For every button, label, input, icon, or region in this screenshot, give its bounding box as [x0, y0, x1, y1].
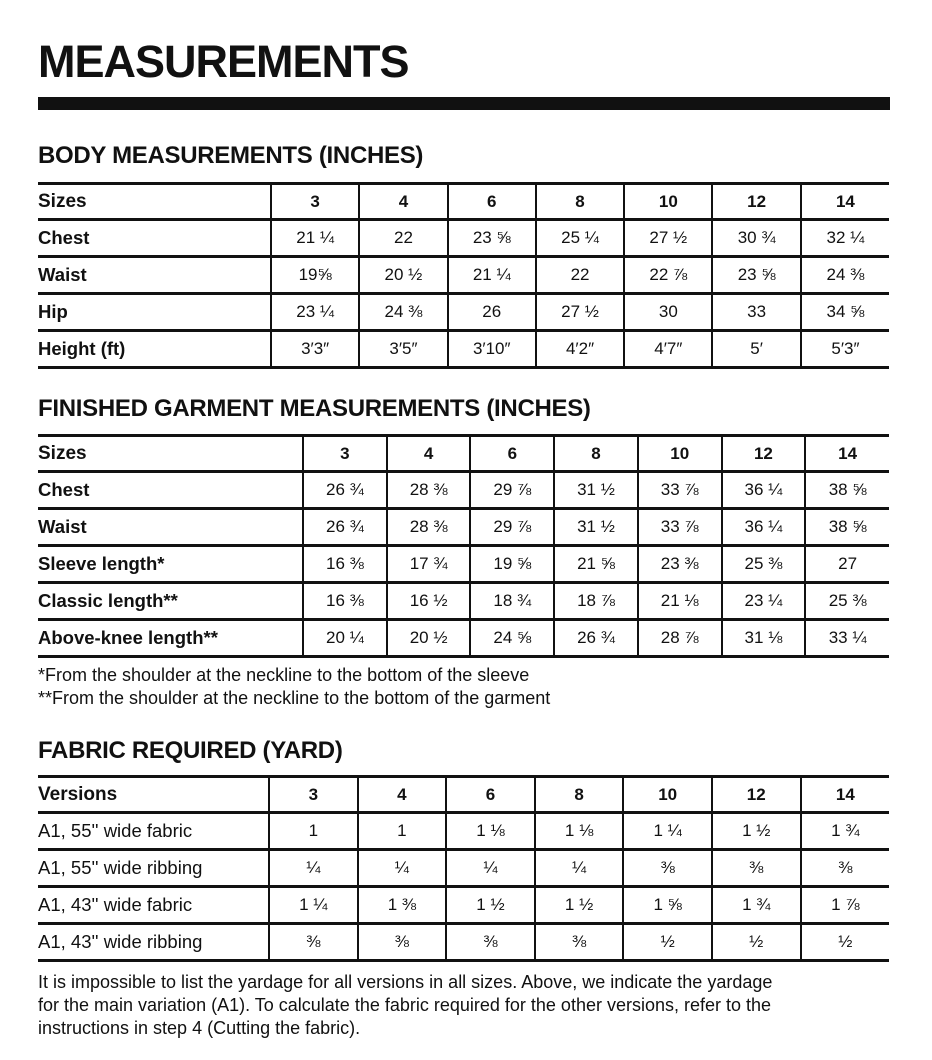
value-cell: 1 ⅜ — [358, 887, 447, 924]
value-cell: 31 ½ — [554, 472, 638, 509]
value-cell: 21 ⅝ — [554, 546, 638, 583]
value-cell: 4′7″ — [624, 331, 712, 368]
value-cell: 1 — [269, 813, 358, 850]
value-cell: 23 ⅝ — [448, 220, 536, 257]
value-cell: 18 ⅞ — [554, 583, 638, 620]
value-cell: 16 ⅜ — [303, 583, 387, 620]
fabric-required-table — [38, 775, 889, 962]
value-cell: 36 ¼ — [722, 509, 806, 546]
fabric-required-heading: FABRIC REQUIRED (YARD) — [38, 737, 343, 764]
value-cell: 3′5″ — [359, 331, 447, 368]
value-cell: 26 ¾ — [554, 620, 638, 657]
size-header-cell: 4 — [387, 436, 471, 472]
value-cell: 21 ¼ — [271, 220, 359, 257]
value-cell: 30 ¾ — [712, 220, 800, 257]
table-header-row — [38, 184, 889, 220]
table-row — [38, 546, 889, 583]
value-cell: 1 ⅝ — [623, 887, 712, 924]
value-cell: 29 ⅞ — [470, 472, 554, 509]
value-cell: 1 ⅛ — [535, 813, 624, 850]
value-cell: 23 ¼ — [271, 294, 359, 331]
value-cell: 25 ¼ — [536, 220, 624, 257]
value-cell: ⅜ — [712, 850, 801, 887]
value-cell: 25 ⅜ — [722, 546, 806, 583]
size-header-cell: 3 — [269, 777, 358, 813]
table-row — [38, 850, 889, 887]
yardage-note-line-3: instructions in step 4 (Cutting the fabric). — [38, 1018, 361, 1038]
value-cell: 1 ¼ — [269, 887, 358, 924]
value-cell: 24 ⅜ — [359, 294, 447, 331]
value-cell: 17 ¾ — [387, 546, 471, 583]
value-cell: 20 ½ — [359, 257, 447, 294]
value-cell: 26 ¾ — [303, 472, 387, 509]
yardage-note-line-1: It is impossible to list the yardage for all versions in all sizes. Above, we indicate the yardage — [38, 972, 773, 992]
value-cell: 19 ⅝ — [470, 546, 554, 583]
header-label-cell: Sizes — [38, 436, 303, 472]
size-header-cell: 10 — [624, 184, 712, 220]
value-cell: 27 ½ — [624, 220, 712, 257]
table-row — [38, 813, 889, 850]
table-row — [38, 257, 889, 294]
header-label-cell: Sizes — [38, 184, 271, 220]
value-cell: 27 ½ — [536, 294, 624, 331]
size-header-cell: 6 — [470, 436, 554, 472]
size-header-cell: 6 — [446, 777, 535, 813]
value-cell: 24 ⅝ — [470, 620, 554, 657]
table-row — [38, 331, 889, 368]
value-cell: 33 ¼ — [805, 620, 889, 657]
value-cell: 1 ¾ — [712, 887, 801, 924]
value-cell: ¼ — [358, 850, 447, 887]
row-label-cell: Height (ft) — [38, 331, 271, 368]
yardage-note-line-2: for the main variation (A1). To calculate the fabric required for the other versions, refer to the — [38, 995, 772, 1015]
value-cell: ⅜ — [535, 924, 624, 961]
value-cell: 27 — [805, 546, 889, 583]
size-header-cell: 14 — [801, 777, 890, 813]
value-cell: 32 ¼ — [801, 220, 889, 257]
value-cell: ½ — [801, 924, 890, 961]
value-cell: ¼ — [535, 850, 624, 887]
value-cell: 29 ⅞ — [470, 509, 554, 546]
size-header-cell: 10 — [638, 436, 722, 472]
table-row — [38, 583, 889, 620]
value-cell: 28 ⅞ — [638, 620, 722, 657]
value-cell: 1 ⅛ — [446, 813, 535, 850]
value-cell: ⅜ — [623, 850, 712, 887]
value-cell: 34 ⅝ — [801, 294, 889, 331]
value-cell: 20 ¼ — [303, 620, 387, 657]
value-cell: 16 ⅜ — [303, 546, 387, 583]
size-header-cell: 4 — [359, 184, 447, 220]
table-header-row — [38, 777, 889, 813]
value-cell: 1 ⅞ — [801, 887, 890, 924]
value-cell: 19⅝ — [271, 257, 359, 294]
value-cell: ½ — [712, 924, 801, 961]
value-cell: 26 — [448, 294, 536, 331]
size-header-cell: 8 — [535, 777, 624, 813]
value-cell: 38 ⅝ — [805, 509, 889, 546]
row-label-cell: Chest — [38, 472, 303, 509]
row-label-cell: Sleeve length* — [38, 546, 303, 583]
size-header-cell: 6 — [448, 184, 536, 220]
header-label-cell: Versions — [38, 777, 269, 813]
table-row — [38, 887, 889, 924]
page-title: MEASUREMENTS — [38, 36, 409, 87]
table-row — [38, 509, 889, 546]
value-cell: 38 ⅝ — [805, 472, 889, 509]
finished-garment-heading: FINISHED GARMENT MEASUREMENTS (INCHES) — [38, 395, 591, 422]
row-label-cell: Classic length** — [38, 583, 303, 620]
row-label-cell: Above-knee length** — [38, 620, 303, 657]
value-cell: ¼ — [269, 850, 358, 887]
value-cell: 33 ⅞ — [638, 509, 722, 546]
value-cell: 31 ½ — [554, 509, 638, 546]
size-header-cell: 10 — [623, 777, 712, 813]
value-cell: 1 ½ — [446, 887, 535, 924]
value-cell: 33 ⅞ — [638, 472, 722, 509]
body-measurements-table — [38, 182, 889, 369]
value-cell: 36 ¼ — [722, 472, 806, 509]
value-cell: 5′ — [712, 331, 800, 368]
value-cell: 1 ½ — [535, 887, 624, 924]
size-header-cell: 4 — [358, 777, 447, 813]
value-cell: 1 ¾ — [801, 813, 890, 850]
table-row — [38, 294, 889, 331]
value-cell: 20 ½ — [387, 620, 471, 657]
row-label-cell: A1, 55'' wide fabric — [38, 813, 269, 850]
value-cell: 3′3″ — [271, 331, 359, 368]
size-header-cell: 14 — [801, 184, 889, 220]
value-cell: ⅜ — [358, 924, 447, 961]
value-cell: 23 ¼ — [722, 583, 806, 620]
row-label-cell: Waist — [38, 509, 303, 546]
value-cell: 23 ⅜ — [638, 546, 722, 583]
size-header-cell: 12 — [722, 436, 806, 472]
footnote-garment: **From the shoulder at the neckline to the bottom of the garment — [38, 688, 551, 708]
title-rule — [38, 97, 890, 110]
footnote-sleeve: *From the shoulder at the neckline to the bottom of the sleeve — [38, 665, 530, 685]
value-cell: 30 — [624, 294, 712, 331]
value-cell: 24 ⅜ — [801, 257, 889, 294]
value-cell: ⅜ — [446, 924, 535, 961]
value-cell: 25 ⅜ — [805, 583, 889, 620]
value-cell: 22 — [536, 257, 624, 294]
value-cell: 22 ⅞ — [624, 257, 712, 294]
value-cell: 28 ⅜ — [387, 472, 471, 509]
value-cell: 21 ¼ — [448, 257, 536, 294]
row-label-cell: Waist — [38, 257, 271, 294]
row-label-cell: A1, 43'' wide ribbing — [38, 924, 269, 961]
table-header-row — [38, 436, 889, 472]
row-label-cell: A1, 43'' wide fabric — [38, 887, 269, 924]
value-cell: ¼ — [446, 850, 535, 887]
size-header-cell: 14 — [805, 436, 889, 472]
value-cell: ½ — [623, 924, 712, 961]
size-header-cell: 12 — [712, 777, 801, 813]
finished-garment-table — [38, 434, 889, 658]
value-cell: 21 ⅛ — [638, 583, 722, 620]
size-header-cell: 8 — [554, 436, 638, 472]
value-cell: 26 ¾ — [303, 509, 387, 546]
size-header-cell: 8 — [536, 184, 624, 220]
table-row — [38, 620, 889, 657]
value-cell: 1 ½ — [712, 813, 801, 850]
table-row — [38, 220, 889, 257]
value-cell: 16 ½ — [387, 583, 471, 620]
row-label-cell: A1, 55'' wide ribbing — [38, 850, 269, 887]
value-cell: 22 — [359, 220, 447, 257]
value-cell: 28 ⅜ — [387, 509, 471, 546]
table-row — [38, 472, 889, 509]
value-cell: 18 ¾ — [470, 583, 554, 620]
value-cell: ⅜ — [801, 850, 890, 887]
value-cell: 33 — [712, 294, 800, 331]
value-cell: 1 — [358, 813, 447, 850]
size-header-cell: 3 — [271, 184, 359, 220]
row-label-cell: Hip — [38, 294, 271, 331]
row-label-cell: Chest — [38, 220, 271, 257]
value-cell: 3′10″ — [448, 331, 536, 368]
value-cell: ⅜ — [269, 924, 358, 961]
value-cell: 4′2″ — [536, 331, 624, 368]
size-header-cell: 12 — [712, 184, 800, 220]
value-cell: 5′3″ — [801, 331, 889, 368]
value-cell: 1 ¼ — [623, 813, 712, 850]
body-measurements-heading: BODY MEASUREMENTS (INCHES) — [38, 142, 424, 169]
size-header-cell: 3 — [303, 436, 387, 472]
table-row — [38, 924, 889, 961]
value-cell: 23 ⅝ — [712, 257, 800, 294]
value-cell: 31 ⅛ — [722, 620, 806, 657]
